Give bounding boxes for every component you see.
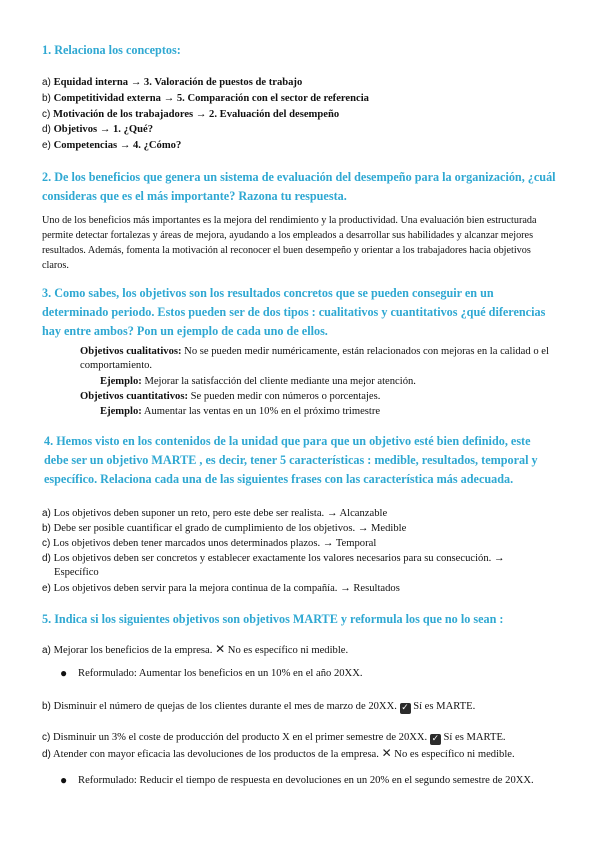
q3-cualitativos-example: Ejemplo: Mejorar la satisfacción del cliente mediante una mejor atención. (100, 376, 416, 387)
q4-item-a: a) Los objetivos deben suponer un reto, pero este debe ser realista. → Alcanzable (42, 508, 388, 519)
bullet-icon: ● (60, 666, 68, 680)
q4-item-c: c) Los objetivos deben tener marcados unos determinados plazos. → Temporal (42, 538, 377, 549)
q5-item-a: a) Mejorar los beneficios de la empresa. ✕ No es específico ni medible. (42, 642, 349, 656)
q3-cualitativos: Objetivos cualitativos: No se pueden medir numéricamente, están relacionados con mejoras en la calidad o el comportamiento. (80, 346, 549, 371)
check-mark-icon: ✓ (401, 703, 409, 713)
q4-item-d: d) Los objetivos deben ser concretos y establecer exactamente los valores necesarios para su consecución. → Específico (42, 553, 505, 578)
q1-item-d: d) Objetivos → 1. ¿Qué? (42, 124, 154, 135)
q2-heading: 2. De los beneficios que genera un sistema de evaluación del desempeño para la organización, ¿cuál consideras que es el más importante? Razona tu respuesta. (42, 170, 556, 203)
cross-mark-icon: ✕ (381, 746, 392, 760)
q1-item-e: e) Competencias → 4. ¿Cómo? (42, 140, 182, 151)
q4-item-e: e) Los objetivos deben servir para la mejora continua de la compañía. → Resultados (42, 583, 400, 594)
q5-item-d: d) Atender con mayor eficacia las devoluciones de los productos de la empresa. ✕ No es específico ni medible. (42, 746, 515, 760)
q4-item-b: b) Debe ser posible cuantificar el grado de cumplimiento de los objetivos. → Medible (42, 523, 407, 534)
q1-heading: 1. Relaciona los conceptos: (42, 43, 181, 57)
q3-cuantitativos: Objetivos cuantitativos: Se pueden medir con números o porcentajes. (80, 391, 381, 402)
q3-heading: 3. Como sabes, los objetivos son los resultados concretos que se pueden conseguir en un determinado periodo. Estos pueden ser de dos tipos : cualitativos y cuantitativos ¿qué diferencias hay entre ambos? Pon un ejemplo de cada uno de ellos. (42, 286, 546, 338)
q1-item-a: a) Equidad interna → 3. Valoración de puestos de trabajo (42, 77, 303, 88)
check-mark-icon: ✓ (431, 734, 440, 744)
q5-item-a-reformulated: Reformulado: Aumentar los beneficios en un 10% en el año 20XX. (78, 668, 363, 679)
q5-heading: 5. Indica si los siguientes objetivos son objetivos MARTE y reformula los que no lo sean : (42, 612, 504, 626)
q3-cuantitativos-example: Ejemplo: Aumentar las ventas en un 10% en el próximo trimestre (100, 406, 381, 417)
bullet-icon: ● (60, 773, 68, 787)
q5-item-c: c) Disminuir un 3% el coste de producción del producto X en el primer semestre de 20XX. ✓ Sí es MARTE. (42, 732, 506, 744)
q5-item-b: b) Disminuir el número de quejas de los clientes durante el mes de marzo de 20XX. ✓ Sí es MARTE. (42, 701, 476, 713)
q2-answer: Uno de los beneficios más importantes es la mejora del rendimiento y la productividad. Una evaluación bien estructurada permite detectar fortalezas y áreas de mejora, ayudando a los empleados a desarrollar sus habilidades y alcanzar mejores resultados. Además, fomenta la motivación al reconocer el buen desempeño y orientar a los trabajadores hacia objetivos claros. (42, 215, 537, 271)
q1-item-b: b) Competitividad externa → 5. Comparación con el sector de referencia (42, 93, 369, 104)
q4-heading: 4. Hemos visto en los contenidos de la unidad que para que un objetivo esté bien definido, este debe ser un objetivo MARTE , es decir, tener 5 características : medible, resultados, temporal y específico. Relaciona cada una de las siguientes frases con las característica más adecuada. (44, 434, 538, 486)
cross-mark-icon: ✕ (215, 642, 226, 656)
q1-item-c: c) Motivación de los trabajadores → 2. Evaluación del desempeño (42, 109, 340, 120)
q5-item-d-reformulated: Reformulado: Reducir el tiempo de respuesta en devoluciones en un 20% en el segundo semestre de 20XX. (78, 775, 534, 786)
